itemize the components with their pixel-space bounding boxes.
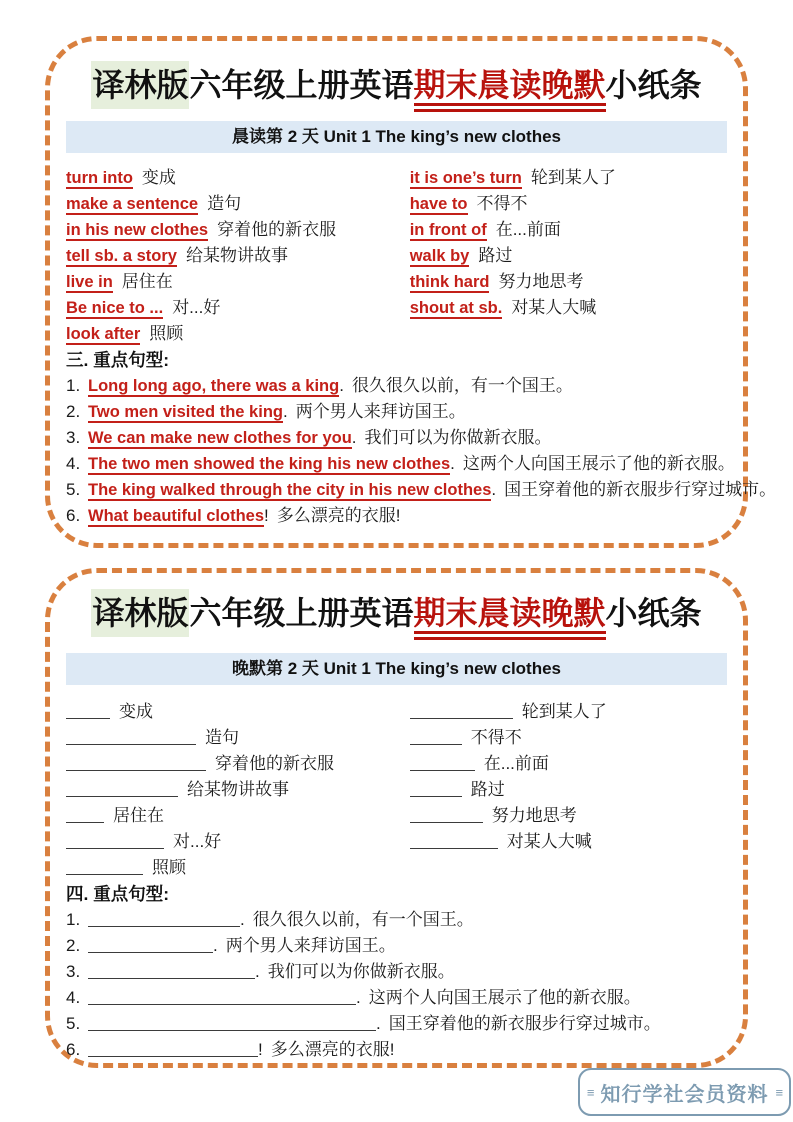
chinese-meaning: 两个男人来拜访国王。 bbox=[225, 936, 396, 955]
phrase-row bbox=[410, 243, 727, 269]
blank-line bbox=[66, 807, 104, 823]
blank-line bbox=[88, 937, 213, 953]
blank-line bbox=[410, 729, 462, 745]
blank-line bbox=[410, 703, 513, 719]
blank-line bbox=[88, 1015, 376, 1031]
blank-column-left bbox=[66, 699, 410, 881]
chinese-meaning: 对某人大喊 bbox=[511, 298, 597, 317]
chinese-meaning: 不得不 bbox=[476, 194, 528, 213]
phrase-row bbox=[410, 725, 727, 751]
blank-line bbox=[66, 833, 164, 849]
sentence-number: 6. bbox=[66, 1040, 81, 1059]
english-phrase: Long long ago, there was a king bbox=[88, 377, 340, 395]
punctuation: . bbox=[351, 428, 357, 447]
chinese-meaning: 不得不 bbox=[470, 728, 522, 747]
chinese-meaning: 对...好 bbox=[173, 832, 222, 851]
chinese-meaning: 多么漂亮的衣服! bbox=[270, 1040, 395, 1059]
chinese-meaning: 居住在 bbox=[113, 806, 164, 825]
punctuation: . bbox=[213, 936, 218, 955]
phrase-row bbox=[66, 751, 410, 777]
chinese-meaning: 变成 bbox=[141, 168, 176, 187]
chinese-meaning: 穿着他的新衣服 bbox=[215, 754, 334, 773]
sentence-number: 5. bbox=[66, 1014, 81, 1033]
english-phrase: We can make new clothes for you bbox=[88, 429, 352, 447]
english-phrase: it is one’s turn bbox=[409, 169, 522, 187]
phrase-row bbox=[66, 855, 410, 881]
english-phrase: tell sb. a story bbox=[66, 247, 177, 265]
blank-line bbox=[66, 755, 206, 771]
blank-line bbox=[410, 807, 483, 823]
sentence-row bbox=[66, 985, 727, 1011]
chinese-meaning: 国王穿着他的新衣服步行穿过城市。 bbox=[504, 480, 777, 499]
sentence-number: 1. bbox=[66, 376, 81, 395]
sentence-row bbox=[66, 425, 727, 451]
watermark-text: 知行学社会员资料 bbox=[600, 1083, 769, 1106]
english-phrase: The king walked through the city in his new clothes bbox=[88, 481, 492, 499]
chinese-meaning: 很久很久以前，有一个国王。 bbox=[252, 910, 474, 929]
chinese-meaning: 路过 bbox=[478, 246, 513, 265]
chinese-meaning: 造句 bbox=[205, 728, 239, 747]
punctuation: . bbox=[339, 376, 344, 395]
chinese-meaning: 对...好 bbox=[172, 298, 221, 317]
sentence-row bbox=[66, 451, 735, 477]
blank-column-right bbox=[410, 699, 727, 881]
sentence-number: 3. bbox=[66, 962, 81, 981]
chinese-meaning: 居住在 bbox=[121, 272, 173, 291]
chinese-meaning: 努力地思考 bbox=[491, 806, 577, 825]
punctuation: . bbox=[356, 988, 361, 1007]
english-phrase: in front of bbox=[409, 221, 487, 239]
title-highlight: 译林版 bbox=[91, 589, 189, 637]
phrase-column-right bbox=[410, 165, 727, 347]
chinese-meaning: 照顾 bbox=[152, 858, 186, 877]
chinese-meaning: 我们可以为你做新衣服。 bbox=[267, 962, 455, 981]
blank-line bbox=[410, 833, 498, 849]
phrase-row bbox=[66, 191, 410, 217]
sentence-list-evening bbox=[66, 907, 727, 1063]
english-phrase: look after bbox=[66, 325, 141, 343]
sentence-row bbox=[66, 959, 727, 985]
phrase-row bbox=[410, 191, 727, 217]
phrase-column-left bbox=[66, 165, 410, 347]
chinese-meaning: 照顾 bbox=[149, 324, 184, 343]
phrase-row bbox=[66, 777, 410, 803]
chinese-meaning: 轮到某人了 bbox=[521, 702, 607, 721]
phrase-row bbox=[66, 217, 410, 243]
chinese-meaning: 这两个人向国王展示了他的新衣服。 bbox=[462, 454, 735, 473]
sentence-number: 4. bbox=[66, 454, 81, 473]
blank-line bbox=[88, 989, 356, 1005]
english-phrase: in his new clothes bbox=[66, 221, 209, 239]
chinese-meaning: 在...前面 bbox=[483, 754, 549, 773]
chinese-meaning: 给某物讲故事 bbox=[187, 780, 289, 799]
punctuation: ! bbox=[258, 1040, 263, 1059]
english-phrase: The two men showed the king his new clothes bbox=[88, 455, 451, 473]
title-middle: 六年级上册英语 bbox=[189, 595, 414, 631]
unit-header-morning: 晨读第 2 天 Unit 1 The king’s new clothes bbox=[66, 121, 727, 153]
english-phrase: What beautiful clothes bbox=[88, 507, 265, 525]
title-tail: 小纸条 bbox=[605, 67, 702, 103]
chinese-meaning: 造句 bbox=[207, 194, 242, 213]
sentence-number: 5. bbox=[66, 480, 81, 499]
phrase-row bbox=[66, 243, 410, 269]
morning-reading-card bbox=[45, 36, 777, 548]
watermark-deco-right-icon: ≡ bbox=[775, 1084, 783, 1100]
phrase-row bbox=[66, 295, 410, 321]
phrase-row bbox=[66, 803, 410, 829]
blank-line bbox=[88, 963, 255, 979]
english-phrase: have to bbox=[409, 195, 468, 213]
sentence-row bbox=[66, 503, 727, 529]
title-tail: 小纸条 bbox=[605, 595, 702, 631]
punctuation: . bbox=[450, 454, 455, 473]
sentence-row bbox=[66, 907, 727, 933]
blank-line bbox=[410, 755, 475, 771]
sentence-number: 3. bbox=[66, 428, 81, 447]
english-phrase: Be nice to ... bbox=[66, 299, 164, 317]
sentence-number: 1. bbox=[66, 910, 81, 929]
english-phrase: shout at sb. bbox=[409, 299, 503, 317]
punctuation: . bbox=[376, 1014, 381, 1033]
phrase-row bbox=[410, 269, 727, 295]
card-title bbox=[66, 591, 727, 635]
sentence-number: 2. bbox=[66, 936, 81, 955]
sentence-row bbox=[66, 933, 727, 959]
sentence-row bbox=[66, 373, 727, 399]
blank-line bbox=[66, 859, 143, 875]
watermark-badge bbox=[578, 1068, 791, 1116]
punctuation: . bbox=[282, 402, 288, 421]
blank-line bbox=[66, 729, 196, 745]
phrase-row bbox=[410, 751, 727, 777]
blank-columns bbox=[66, 699, 727, 881]
sentence-row bbox=[66, 477, 777, 503]
blank-line bbox=[88, 911, 240, 927]
blank-line bbox=[66, 703, 110, 719]
sentence-number: 2. bbox=[66, 402, 81, 421]
sentence-number: 4. bbox=[66, 988, 81, 1007]
sentence-number: 6. bbox=[66, 506, 81, 525]
phrase-row bbox=[410, 217, 727, 243]
chinese-meaning: 很久很久以前，有一个国王。 bbox=[351, 376, 573, 395]
phrase-row bbox=[66, 165, 410, 191]
title-red-underlined: 期末晨读晚默 bbox=[414, 595, 606, 640]
phrase-row bbox=[66, 829, 410, 855]
chinese-meaning: 国王穿着他的新衣服步行穿过城市。 bbox=[388, 1014, 661, 1033]
chinese-meaning: 在...前面 bbox=[495, 220, 561, 239]
phrase-row bbox=[66, 321, 410, 347]
english-phrase: walk by bbox=[409, 247, 470, 265]
card-title bbox=[66, 63, 727, 107]
english-phrase: Two men visited the king bbox=[88, 403, 283, 421]
section-heading-three: 三. 重点句型: bbox=[66, 350, 170, 370]
punctuation: . bbox=[491, 480, 497, 499]
phrase-columns bbox=[66, 165, 727, 347]
english-phrase: live in bbox=[66, 273, 113, 291]
phrase-row bbox=[410, 699, 727, 725]
english-phrase: think hard bbox=[409, 273, 490, 291]
chinese-meaning: 穿着他的新衣服 bbox=[217, 220, 337, 239]
chinese-meaning: 对某人大喊 bbox=[506, 832, 592, 851]
chinese-meaning: 轮到某人了 bbox=[530, 168, 616, 187]
phrase-row bbox=[66, 725, 410, 751]
title-middle: 六年级上册英语 bbox=[189, 67, 414, 103]
blank-line bbox=[410, 781, 462, 797]
phrase-row bbox=[66, 699, 410, 725]
phrase-row bbox=[410, 165, 727, 191]
chinese-meaning: 变成 bbox=[119, 702, 153, 721]
watermark-deco-left-icon: ≡ bbox=[586, 1084, 594, 1100]
punctuation: . bbox=[240, 910, 245, 929]
title-red-underlined: 期末晨读晚默 bbox=[414, 67, 606, 112]
sentence-row bbox=[66, 1011, 727, 1037]
chinese-meaning: 两个男人来拜访国王。 bbox=[295, 402, 466, 421]
english-phrase: turn into bbox=[66, 169, 133, 187]
sentence-row bbox=[66, 1037, 727, 1063]
chinese-meaning: 这两个人向国王展示了他的新衣服。 bbox=[368, 988, 641, 1007]
chinese-meaning: 努力地思考 bbox=[498, 272, 584, 291]
chinese-meaning: 我们可以为你做新衣服。 bbox=[364, 428, 552, 447]
sentence-list-morning bbox=[66, 373, 777, 529]
title-highlight: 译林版 bbox=[91, 61, 189, 109]
blank-line bbox=[88, 1041, 258, 1057]
phrase-row bbox=[410, 829, 727, 855]
phrase-row bbox=[66, 269, 410, 295]
section-heading-four: 四. 重点句型: bbox=[66, 884, 170, 904]
punctuation: ! bbox=[264, 506, 269, 525]
phrase-row bbox=[410, 777, 727, 803]
phrase-row bbox=[410, 803, 727, 829]
blank-line bbox=[66, 781, 178, 797]
sentence-row bbox=[66, 399, 727, 425]
unit-header-evening: 晚默第 2 天 Unit 1 The king’s new clothes bbox=[66, 653, 727, 685]
chinese-meaning: 给某物讲故事 bbox=[185, 246, 288, 265]
phrase-row bbox=[410, 295, 727, 321]
chinese-meaning: 多么漂亮的衣服! bbox=[276, 506, 401, 525]
english-phrase: make a sentence bbox=[66, 195, 199, 213]
evening-dictation-card bbox=[45, 568, 748, 1068]
chinese-meaning: 路过 bbox=[470, 780, 505, 799]
punctuation: . bbox=[255, 962, 260, 981]
